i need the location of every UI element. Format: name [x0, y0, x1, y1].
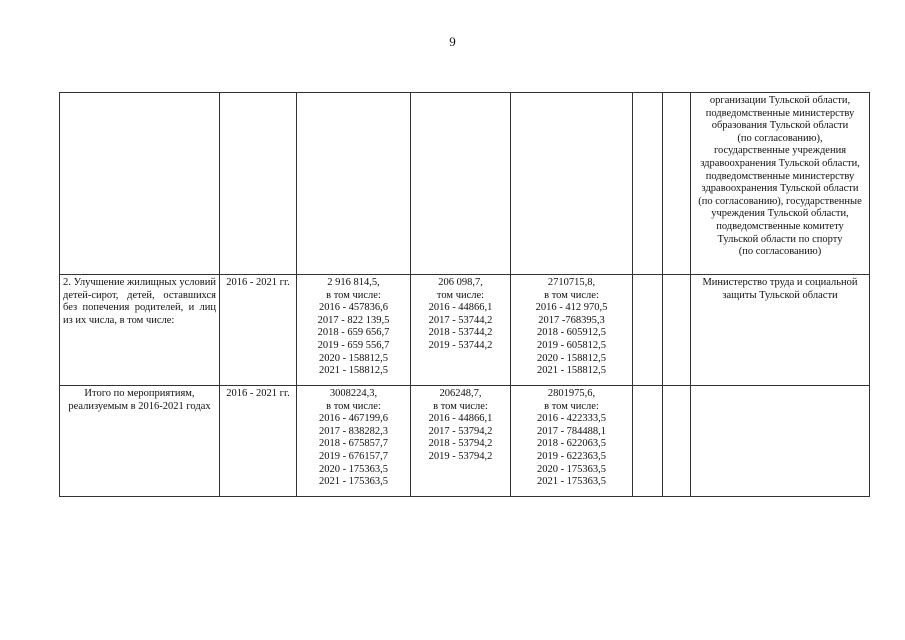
cell-line: 2017 - 822 139,5 — [317, 314, 390, 326]
cell-empty-6 — [633, 275, 663, 386]
cell-total — [297, 275, 411, 386]
cell-federal — [411, 386, 511, 497]
cell-line: 2017 - 838282,3 — [318, 425, 389, 437]
cell-line: 3008224,3, — [329, 388, 378, 399]
cell-line: 2 916 814,5, — [327, 277, 380, 288]
program-table — [59, 92, 870, 497]
page-number: 9 — [449, 34, 456, 49]
cell-line: в том числе: — [326, 289, 381, 301]
cell-line: 2017 -768395,3 — [538, 314, 605, 326]
cell-line: 2021 - 175363,5 — [318, 476, 389, 488]
cell-line: образования Тульской области — [711, 120, 849, 132]
cell-period: 2016 - 2021 гг. — [220, 386, 297, 497]
cell-line: 2018 - 53794,2 — [428, 438, 493, 450]
cell-line: 2016 - 457836,6 — [318, 302, 389, 314]
cell-line: здравоохранения Тульской области, — [700, 157, 860, 169]
cell-executors — [691, 93, 870, 275]
cell-line: 2016 - 412 970,5 — [535, 302, 608, 314]
cell-line: организации Тульской области, — [709, 95, 851, 106]
cell-line: подведомственные министерству — [705, 107, 855, 119]
cell-empty-7 — [663, 93, 691, 275]
cell-line: 2021 - 175363,5 — [536, 476, 607, 488]
cell-line: 2016 - 467199,6 — [318, 413, 389, 425]
cell-line: Министерство труда и социальной — [702, 277, 858, 288]
cell-line: (по согласованию), государственные — [698, 195, 862, 207]
cell-line: Тульской области по спорту — [717, 233, 843, 245]
cell-name: Итого по мероприятиям, реализуемым в 2016-2021 годах — [60, 386, 220, 497]
cell-regional — [511, 275, 633, 386]
cell-period — [220, 93, 297, 275]
cell-line: защиты Тульской области — [722, 289, 838, 301]
cell-line: (по согласованию) — [738, 246, 822, 258]
cell-line: 2020 - 175363,5 — [536, 463, 607, 475]
table-row-continuation — [60, 93, 870, 275]
cell-line: 2019 - 53744,2 — [428, 339, 493, 351]
cell-name: 2. Улучшение жилищных условий детей-сирот, детей, оставшихся без попечения родителей, и лиц из их числа, в том числе: — [60, 275, 220, 386]
cell-line: (по согласованию), — [737, 132, 823, 144]
cell-line: 2019 - 622363,5 — [536, 450, 607, 462]
cell-line: подведомственные министерству — [705, 170, 855, 182]
cell-line: в том числе: — [544, 400, 599, 412]
cell-line: 2018 - 659 656,7 — [317, 327, 390, 339]
cell-line: 2020 - 158812,5 — [536, 352, 607, 364]
cell-line: здравоохранения Тульской области — [701, 183, 859, 195]
cell-empty-7 — [663, 275, 691, 386]
cell-line: в том числе: — [326, 400, 381, 412]
cell-total — [297, 93, 411, 275]
table-row-total — [60, 386, 870, 497]
table-row-housing — [60, 275, 870, 386]
cell-line: 2020 - 158812,5 — [318, 352, 389, 364]
cell-line: том числе: — [436, 289, 485, 301]
cell-line: 2018 - 675857,7 — [318, 438, 389, 450]
cell-name — [60, 93, 220, 275]
cell-federal — [411, 275, 511, 386]
cell-line: в том числе: — [544, 289, 599, 301]
cell-line: 2020 - 175363,5 — [318, 463, 389, 475]
cell-line: 206248,7, — [439, 388, 482, 399]
cell-line: 2019 - 676157,7 — [318, 450, 389, 462]
cell-empty-7 — [663, 386, 691, 497]
cell-line: 2019 - 659 556,7 — [317, 339, 390, 351]
cell-empty-6 — [633, 93, 663, 275]
cell-line: 2017 - 53794,2 — [428, 425, 493, 437]
cell-line: государственные учреждения — [713, 145, 847, 157]
cell-line: подведомственные комитету — [716, 220, 844, 232]
cell-line: 2016 - 44866,1 — [428, 302, 493, 314]
cell-line: 2018 - 605912,5 — [536, 327, 607, 339]
cell-line: 2021 - 158812,5 — [536, 365, 607, 377]
cell-line: учреждения Тульской области, — [711, 208, 849, 220]
cell-executors — [691, 275, 870, 386]
cell-line: 2016 - 422333,5 — [536, 413, 607, 425]
cell-regional — [511, 386, 633, 497]
cell-line: 2018 - 53744,2 — [428, 327, 493, 339]
cell-empty-6 — [633, 386, 663, 497]
cell-regional — [511, 93, 633, 275]
cell-total — [297, 386, 411, 497]
cell-period: 2016 - 2021 гг. — [220, 275, 297, 386]
cell-line: 2016 - 44866,1 — [428, 413, 493, 425]
cell-executors — [691, 386, 870, 497]
cell-line: 206 098,7, — [438, 277, 483, 288]
cell-line: 2019 - 605812,5 — [536, 339, 607, 351]
cell-line: 2021 - 158812,5 — [318, 365, 389, 377]
cell-line: 2710715,8, — [547, 277, 596, 288]
cell-line: 2017 - 53744,2 — [428, 314, 493, 326]
cell-line: в том числе: — [433, 400, 488, 412]
cell-line: 2018 - 622063,5 — [536, 438, 607, 450]
cell-line: 2801975,6, — [547, 388, 596, 399]
cell-line: 2019 - 53794,2 — [428, 450, 493, 462]
cell-federal — [411, 93, 511, 275]
cell-line: 2017 - 784488,1 — [536, 425, 607, 437]
